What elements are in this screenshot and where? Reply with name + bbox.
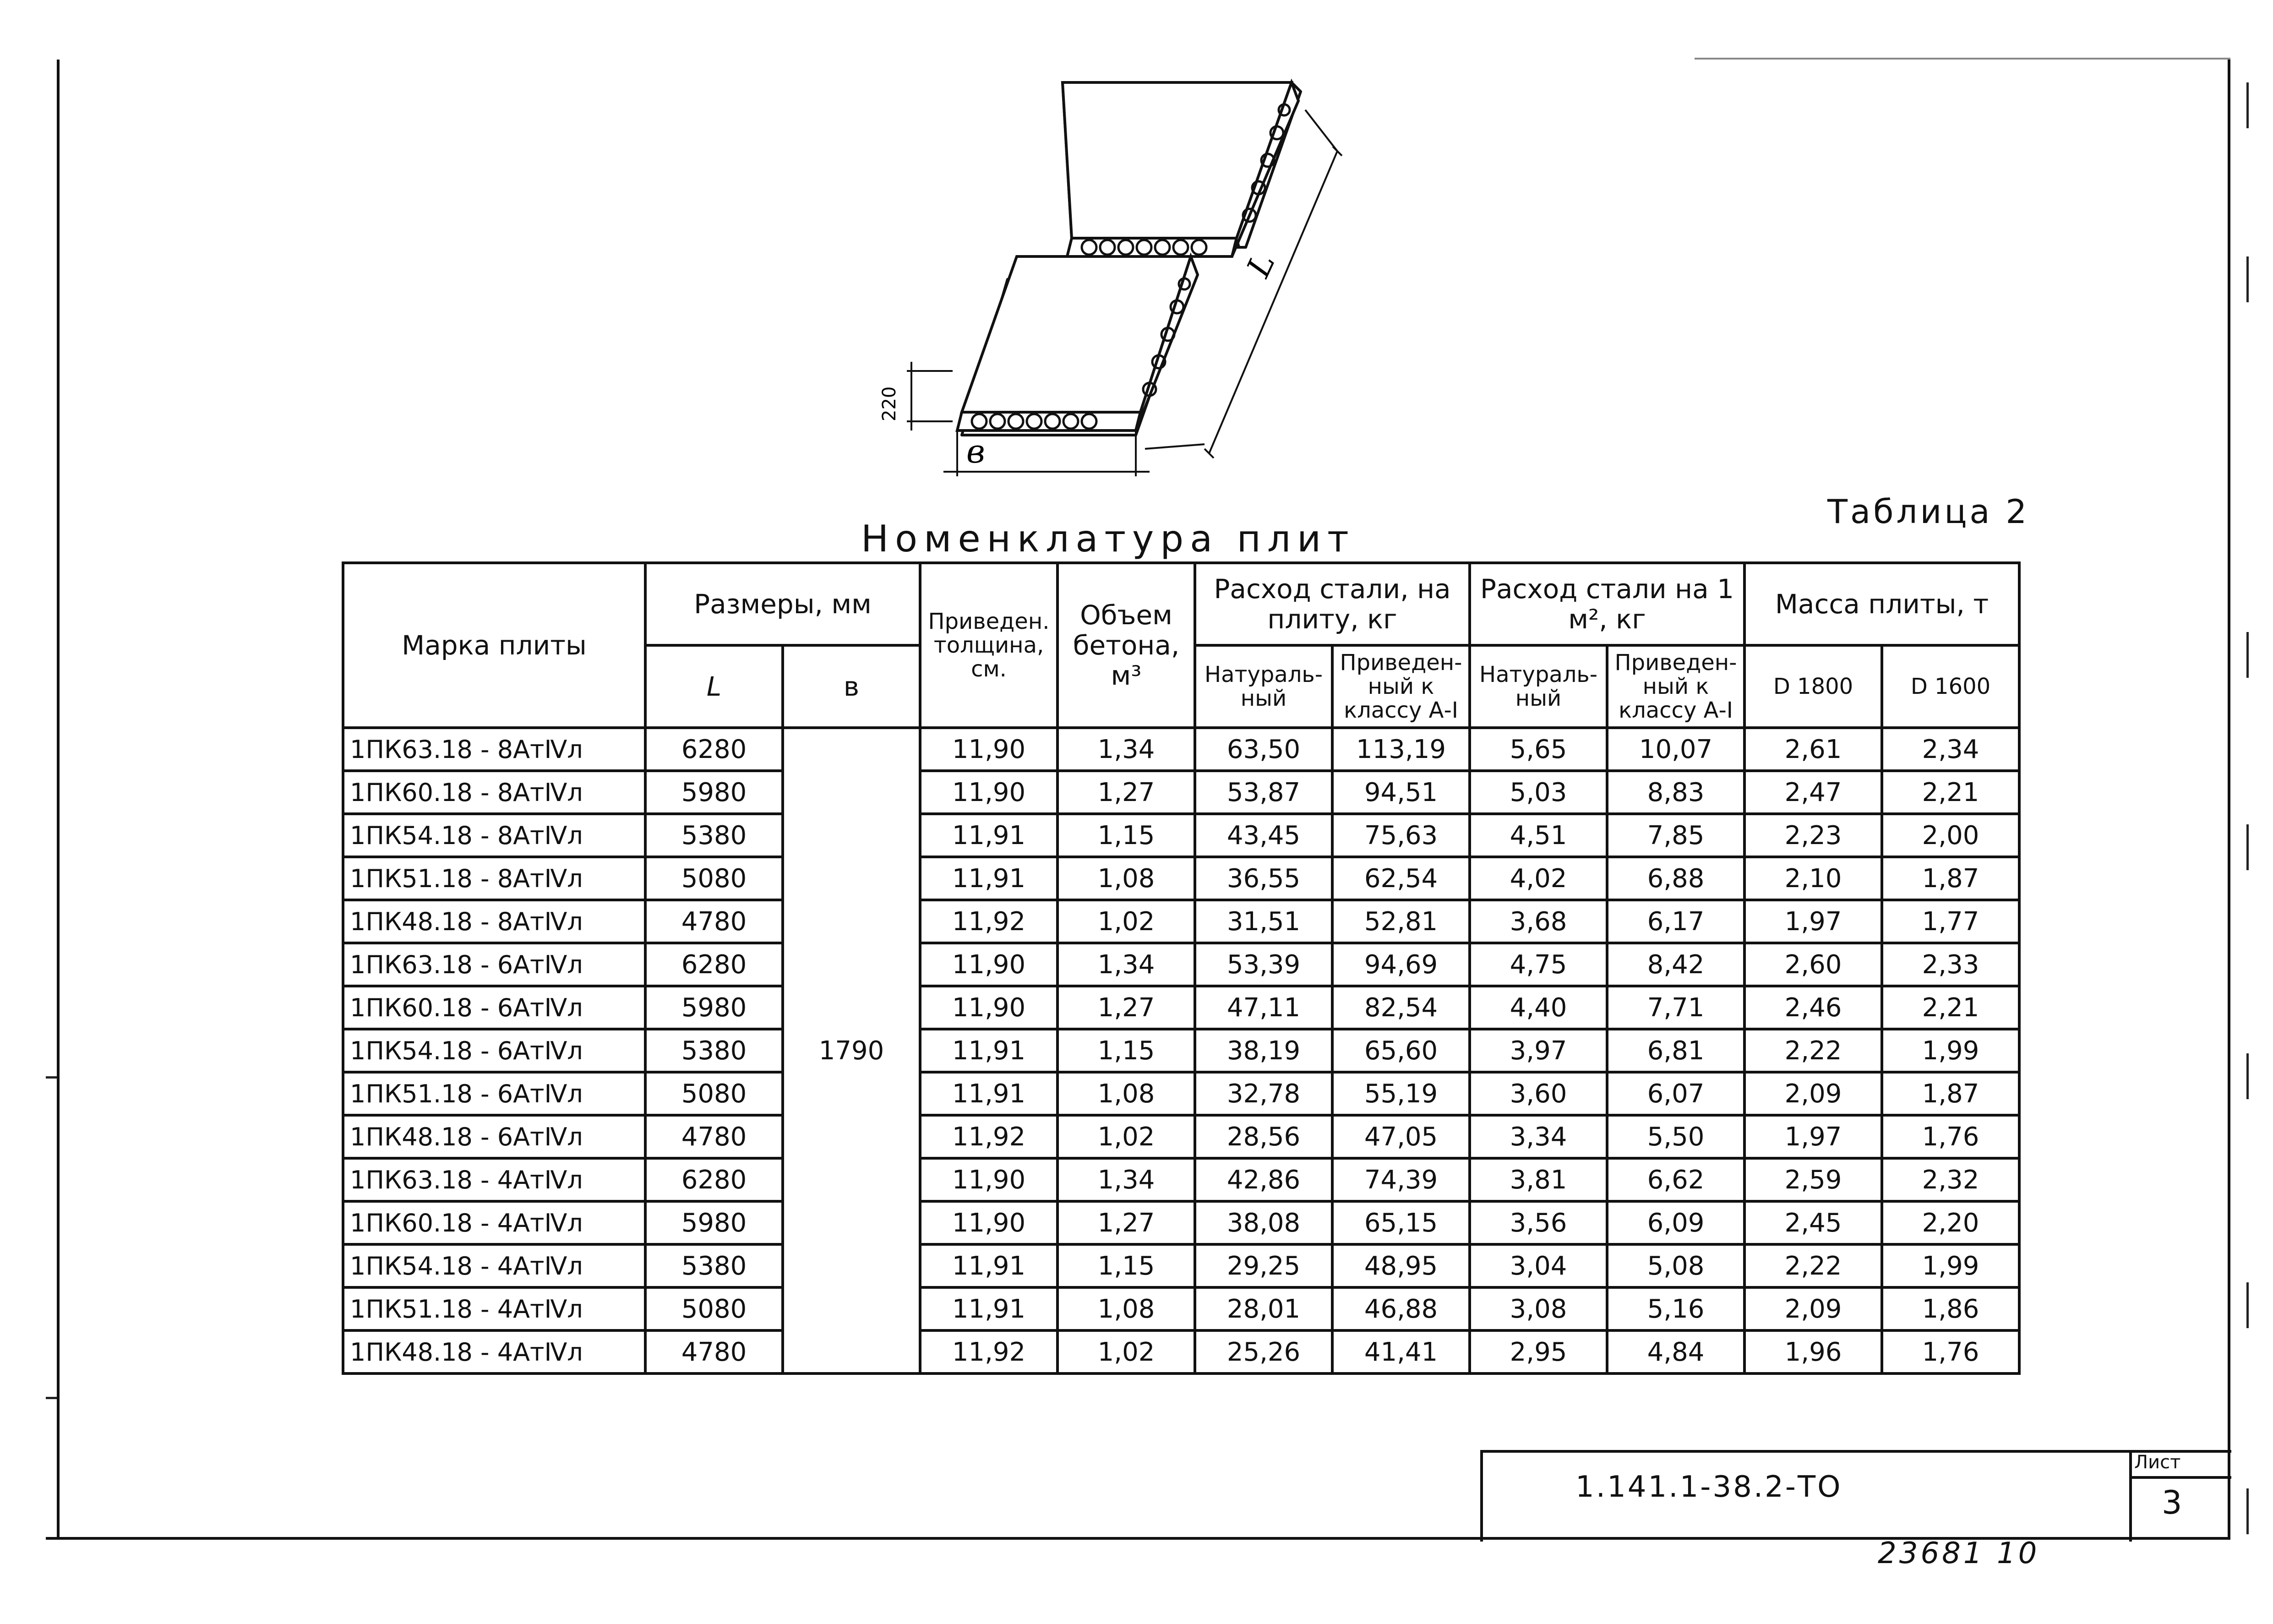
cell-d18: 1,97: [1744, 1115, 1882, 1158]
cell-L: 5080: [645, 1072, 783, 1115]
cell-m2: 6,07: [1607, 1072, 1744, 1115]
cell-t: 11,90: [920, 771, 1057, 814]
cell-m1: 4,40: [1470, 986, 1607, 1029]
cell-v: 1,34: [1057, 728, 1195, 771]
cell-s2: 94,51: [1332, 771, 1470, 814]
edge-tick: [2246, 824, 2249, 870]
cell-mark: 1ПК60.18 - 4АтⅣл: [343, 1201, 645, 1244]
cell-L: 6280: [645, 728, 783, 771]
cell-d18: 1,96: [1744, 1330, 1882, 1373]
cell-t: 11,92: [920, 1330, 1057, 1373]
cell-m1: 5,03: [1470, 771, 1607, 814]
cell-m2: 8,83: [1607, 771, 1744, 814]
cell-s1: 43,45: [1195, 814, 1332, 857]
cell-mark: 1ПК60.18 - 6АтⅣл: [343, 986, 645, 1029]
cell-v: 1,27: [1057, 771, 1195, 814]
cell-mark: 1ПК63.18 - 6АтⅣл: [343, 943, 645, 986]
nomenclature-table: [342, 561, 2021, 1375]
cell-m2: 7,85: [1607, 814, 1744, 857]
cell-d16: 1,99: [1882, 1244, 2019, 1287]
edge-tick: [2246, 82, 2249, 128]
cell-d18: 2,45: [1744, 1201, 1882, 1244]
cell-s2: 48,95: [1332, 1244, 1470, 1287]
header-mass: Масса плиты, т: [1744, 563, 2019, 645]
cell-m1: 5,65: [1470, 728, 1607, 771]
table-row: [343, 771, 2019, 814]
left-edge-tick: [46, 1076, 57, 1079]
cell-s1: 36,55: [1195, 857, 1332, 900]
length-label: L: [1239, 247, 1283, 283]
cell-L: 4780: [645, 1115, 783, 1158]
cell-mark: 1ПК48.18 - 8АтⅣл: [343, 900, 645, 943]
cell-m2: 5,08: [1607, 1244, 1744, 1287]
header-m2-natural: Натураль-ный: [1470, 645, 1607, 728]
cell-s1: 53,87: [1195, 771, 1332, 814]
cell-t: 11,91: [920, 814, 1057, 857]
cell-L: 5380: [645, 814, 783, 857]
cell-m2: 5,16: [1607, 1287, 1744, 1330]
cell-L: 5380: [645, 1029, 783, 1072]
cell-mark: 1ПК51.18 - 6АтⅣл: [343, 1072, 645, 1115]
cell-v: 1,15: [1057, 1244, 1195, 1287]
cell-m2: 4,84: [1607, 1330, 1744, 1373]
cell-s2: 62,54: [1332, 857, 1470, 900]
cell-t: 11,90: [920, 986, 1057, 1029]
cell-m2: 5,50: [1607, 1115, 1744, 1158]
cell-t: 11,91: [920, 1029, 1057, 1072]
table-number: Таблица 2: [1827, 492, 2030, 531]
cell-t: 11,90: [920, 943, 1057, 986]
cell-m1: 3,34: [1470, 1115, 1607, 1158]
slab-drawing-detail: [852, 69, 1374, 495]
cell-v: 1,02: [1057, 1330, 1195, 1373]
frame-top-border: [1695, 58, 2230, 60]
cell-s2: 65,60: [1332, 1029, 1470, 1072]
cell-L: 5080: [645, 857, 783, 900]
cell-v: 1,08: [1057, 857, 1195, 900]
cell-d18: 1,97: [1744, 900, 1882, 943]
cell-d18: 2,46: [1744, 986, 1882, 1029]
header-d1600: D 1600: [1882, 645, 2019, 728]
edge-tick: [2246, 1053, 2249, 1099]
table-row: [343, 1115, 2019, 1158]
cell-d16: 2,34: [1882, 728, 2019, 771]
cell-d18: 2,22: [1744, 1244, 1882, 1287]
cell-m1: 3,81: [1470, 1158, 1607, 1201]
cell-d18: 2,22: [1744, 1029, 1882, 1072]
cell-v: 1,02: [1057, 1115, 1195, 1158]
cell-d18: 2,60: [1744, 943, 1882, 986]
cell-L: 4780: [645, 900, 783, 943]
cell-s2: 65,15: [1332, 1201, 1470, 1244]
cell-L: 6280: [645, 1158, 783, 1201]
cell-t: 11,90: [920, 1158, 1057, 1201]
cell-t: 11,91: [920, 1244, 1057, 1287]
cell-mark: 1ПК51.18 - 4АтⅣл: [343, 1287, 645, 1330]
cell-s2: 94,69: [1332, 943, 1470, 986]
cell-d18: 2,61: [1744, 728, 1882, 771]
cell-L: 5080: [645, 1287, 783, 1330]
cell-m1: 4,75: [1470, 943, 1607, 986]
cell-v: 1,27: [1057, 1201, 1195, 1244]
header-steel-natural: Натураль-ный: [1195, 645, 1332, 728]
cell-d18: 2,09: [1744, 1287, 1882, 1330]
document-code: 1.141.1-38.2-ТО: [1575, 1470, 1842, 1504]
cell-v: 1,34: [1057, 943, 1195, 986]
cell-L: 4780: [645, 1330, 783, 1373]
cell-s1: 32,78: [1195, 1072, 1332, 1115]
cell-mark: 1ПК54.18 - 6АтⅣл: [343, 1029, 645, 1072]
cell-d18: 2,10: [1744, 857, 1882, 900]
cell-mark: 1ПК54.18 - 8АтⅣл: [343, 814, 645, 857]
table-row: [343, 943, 2019, 986]
left-edge-tick: [46, 1397, 57, 1399]
cell-v: 1,08: [1057, 1287, 1195, 1330]
table-row: [343, 857, 2019, 900]
cell-d18: 2,59: [1744, 1158, 1882, 1201]
table-row: [343, 1201, 2019, 1244]
thickness-label: 220: [879, 386, 900, 421]
cell-L: 5980: [645, 771, 783, 814]
cell-v: 1,15: [1057, 1029, 1195, 1072]
edge-tick: [2246, 1488, 2249, 1534]
cell-s1: 42,86: [1195, 1158, 1332, 1201]
cell-d16: 1,99: [1882, 1029, 2019, 1072]
cell-d16: 2,21: [1882, 986, 2019, 1029]
table-body: [343, 728, 2019, 1373]
cell-m1: 2,95: [1470, 1330, 1607, 1373]
cell-t: 11,90: [920, 1201, 1057, 1244]
cell-v: 1,15: [1057, 814, 1195, 857]
cell-d16: 2,32: [1882, 1158, 2019, 1201]
header-steel-reduced: Приведен-ный к классу А-I: [1332, 645, 1470, 728]
table-row: [343, 1330, 2019, 1373]
cell-s2: 113,19: [1332, 728, 1470, 771]
sheet-label: Лист: [2134, 1452, 2181, 1473]
cell-m1: 3,97: [1470, 1029, 1607, 1072]
header-d1800: D 1800: [1744, 645, 1882, 728]
header-steel-per-slab: Расход стали, на плиту, кг: [1195, 563, 1470, 645]
cell-s2: 47,05: [1332, 1115, 1470, 1158]
header-dimensions: Размеры, мм: [645, 563, 920, 645]
cell-d16: 2,21: [1882, 771, 2019, 814]
cell-v: 1,08: [1057, 1072, 1195, 1115]
cell-m1: 3,56: [1470, 1201, 1607, 1244]
cell-d16: 1,87: [1882, 1072, 2019, 1115]
cell-s2: 55,19: [1332, 1072, 1470, 1115]
cell-t: 11,90: [920, 728, 1057, 771]
cell-s1: 28,56: [1195, 1115, 1332, 1158]
table-row: [343, 986, 2019, 1029]
cell-t: 11,92: [920, 1115, 1057, 1158]
cell-m2: 7,71: [1607, 986, 1744, 1029]
cell-s1: 47,11: [1195, 986, 1332, 1029]
cell-d16: 1,86: [1882, 1287, 2019, 1330]
cell-mark: 1ПК48.18 - 6АтⅣл: [343, 1115, 645, 1158]
table-row: [343, 900, 2019, 943]
cell-L: 6280: [645, 943, 783, 986]
cell-t: 11,91: [920, 1072, 1057, 1115]
cell-m2: 10,07: [1607, 728, 1744, 771]
cell-d16: 2,33: [1882, 943, 2019, 986]
cell-s2: 41,41: [1332, 1330, 1470, 1373]
cell-s1: 25,26: [1195, 1330, 1332, 1373]
cell-m1: 3,68: [1470, 900, 1607, 943]
header-concrete-volume: Объем бетона, м³: [1057, 563, 1195, 728]
cell-s1: 28,01: [1195, 1287, 1332, 1330]
cell-s1: 38,19: [1195, 1029, 1332, 1072]
cell-m2: 6,62: [1607, 1158, 1744, 1201]
cell-d16: 1,77: [1882, 900, 2019, 943]
table-row: [343, 1244, 2019, 1287]
table-title: Номенклатура плит: [861, 518, 1355, 560]
header-mark: Марка плиты: [343, 563, 645, 728]
cell-b-value: 1790: [783, 728, 920, 1373]
cell-L: 5980: [645, 986, 783, 1029]
archive-number: 23681 10: [1878, 1537, 2040, 1570]
cell-v: 1,34: [1057, 1158, 1195, 1201]
header-steel-per-m2: Расход стали на 1 м², кг: [1470, 563, 1744, 645]
cell-mark: 1ПК63.18 - 8АтⅣл: [343, 728, 645, 771]
cell-mark: 1ПК60.18 - 8АтⅣл: [343, 771, 645, 814]
cell-mark: 1ПК48.18 - 4АтⅣл: [343, 1330, 645, 1373]
cell-L: 5980: [645, 1201, 783, 1244]
cell-d16: 2,20: [1882, 1201, 2019, 1244]
cell-m2: 6,88: [1607, 857, 1744, 900]
table-row: [343, 728, 2019, 771]
header-m2-reduced: Приведен-ный к классу А-I: [1607, 645, 1744, 728]
cell-t: 11,92: [920, 900, 1057, 943]
cell-s1: 53,39: [1195, 943, 1332, 986]
width-label: в: [966, 433, 985, 470]
header-b: в: [783, 645, 920, 728]
cell-mark: 1ПК54.18 - 4АтⅣл: [343, 1244, 645, 1287]
cell-mark: 1ПК63.18 - 4АтⅣл: [343, 1158, 645, 1201]
cell-s1: 29,25: [1195, 1244, 1332, 1287]
cell-m2: 8,42: [1607, 943, 1744, 986]
edge-tick: [2246, 256, 2249, 302]
cell-s2: 52,81: [1332, 900, 1470, 943]
frame-right-border: [2228, 60, 2230, 1539]
cell-m2: 6,17: [1607, 900, 1744, 943]
cell-s1: 63,50: [1195, 728, 1332, 771]
cell-d16: 1,76: [1882, 1115, 2019, 1158]
table-row: [343, 814, 2019, 857]
cell-v: 1,02: [1057, 900, 1195, 943]
cell-m2: 6,81: [1607, 1029, 1744, 1072]
header-L: L: [645, 645, 783, 728]
sheet-number: 3: [2162, 1484, 2182, 1521]
cell-s1: 38,08: [1195, 1201, 1332, 1244]
table-row: [343, 1072, 2019, 1115]
cell-m1: 3,04: [1470, 1244, 1607, 1287]
cell-d16: 1,87: [1882, 857, 2019, 900]
cell-t: 11,91: [920, 1287, 1057, 1330]
cell-d16: 2,00: [1882, 814, 2019, 857]
cell-s2: 75,63: [1332, 814, 1470, 857]
cell-d18: 2,09: [1744, 1072, 1882, 1115]
table-row: [343, 1029, 2019, 1072]
table-row: [343, 1158, 2019, 1201]
cell-s1: 31,51: [1195, 900, 1332, 943]
table-row: [343, 1287, 2019, 1330]
cell-v: 1,27: [1057, 986, 1195, 1029]
cell-m1: 3,60: [1470, 1072, 1607, 1115]
frame-left-border: [57, 60, 60, 1539]
edge-tick: [2246, 1282, 2249, 1328]
cell-m1: 4,51: [1470, 814, 1607, 857]
cell-m1: 4,02: [1470, 857, 1607, 900]
cell-d18: 2,23: [1744, 814, 1882, 857]
cell-s2: 82,54: [1332, 986, 1470, 1029]
cell-d16: 1,76: [1882, 1330, 2019, 1373]
cell-m1: 3,08: [1470, 1287, 1607, 1330]
cell-s2: 74,39: [1332, 1158, 1470, 1201]
cell-d18: 2,47: [1744, 771, 1882, 814]
header-reduced-thickness: Приведен. толщина, см.: [920, 563, 1057, 728]
cell-L: 5380: [645, 1244, 783, 1287]
cell-s2: 46,88: [1332, 1287, 1470, 1330]
edge-tick: [2246, 632, 2249, 678]
cell-m2: 6,09: [1607, 1201, 1744, 1244]
cell-mark: 1ПК51.18 - 8АтⅣл: [343, 857, 645, 900]
cell-t: 11,91: [920, 857, 1057, 900]
